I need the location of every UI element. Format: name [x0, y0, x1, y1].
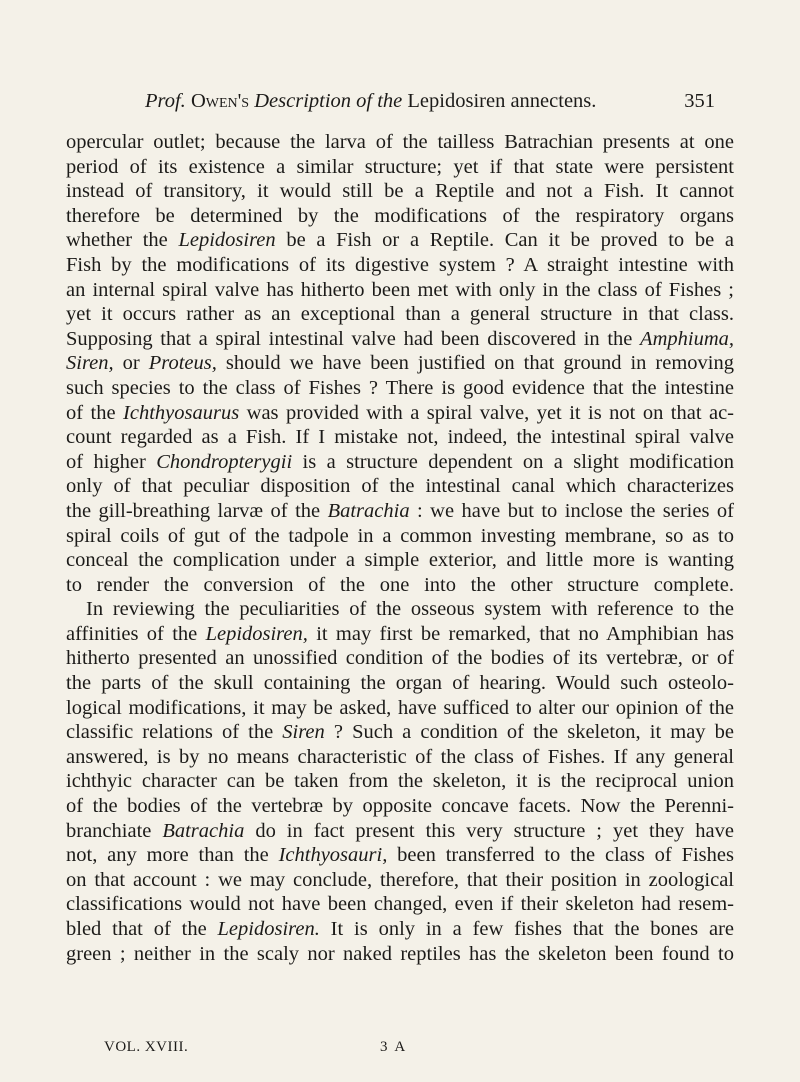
- text-line: [66, 130, 734, 155]
- text-run: logical modifications, it may be asked, have sufficed to alter our opinion of the: [66, 696, 734, 719]
- text-line: [66, 917, 734, 942]
- text-line: [66, 622, 734, 647]
- italic-run: Lepidosiren.: [217, 918, 320, 940]
- italic-run: Ichthyosauri,: [278, 844, 388, 867]
- running-title-description: Description: [254, 90, 352, 112]
- text-run: bled that of the: [66, 918, 218, 940]
- page-footer: [0, 1036, 800, 1058]
- text-run: In reviewing the peculiarities of the osseous system with reference to the: [86, 598, 734, 621]
- running-head: [0, 88, 800, 114]
- text-run: green ; neither in the scaly nor naked reptiles has the skeleton been found to: [66, 942, 734, 965]
- text-run: : we have but to inclose the series of: [409, 499, 734, 522]
- text-line: [66, 278, 734, 303]
- text-line: [66, 794, 734, 819]
- text-run: of the: [66, 401, 124, 424]
- text-run: been transferred to the class of Fishes: [387, 844, 734, 867]
- text-run: the gill-breathing larvæ of the: [66, 499, 328, 522]
- text-run: Fish by the modifications of its digestive system ? A straight intestine with: [66, 253, 734, 276]
- text-run: period of its existence a similar structure; yet if that state were persistent: [66, 155, 734, 178]
- text-line: [66, 671, 734, 696]
- text-run: conceal the complication under a simple exterior, and little more is wanting: [66, 549, 734, 572]
- text-line: [66, 204, 734, 229]
- text-run: do in fact present this very structure ; yet they have: [244, 819, 734, 842]
- text-line: [66, 155, 734, 180]
- body-text: [66, 130, 734, 966]
- text-run: such species to the class of Fishes ? There is good evidence that the intestine: [66, 376, 734, 399]
- text-run: or: [113, 352, 149, 375]
- text-run: Supposing that a spiral intestinal valve had been discovered in the: [66, 327, 641, 350]
- volume-label: VOL. XVIII.: [104, 1039, 189, 1055]
- text-line: [66, 892, 734, 917]
- text-line: [66, 450, 734, 475]
- text-run: an internal spiral valve has hitherto been met with only in the class of Fishes ;: [66, 278, 734, 301]
- text-run: count regarded as a Fish. If I mistake not, indeed, the intestinal spiral valve: [66, 426, 734, 449]
- text-run: be a Fish or a Reptile. Can it be proved to be a: [275, 229, 734, 252]
- text-line: [66, 597, 734, 622]
- text-run: not, any more than the: [66, 844, 279, 867]
- text-run: ? Such a condition of the skeleton, it may be: [324, 721, 734, 744]
- text-line: [66, 769, 734, 794]
- text-line: [66, 696, 734, 721]
- text-line: [66, 327, 734, 352]
- running-title-prof: Prof.: [145, 90, 186, 112]
- text-run: opercular outlet; because the larva of the tailless Batrachian presents at one: [66, 131, 734, 153]
- running-title-of-the: of the: [356, 90, 403, 112]
- text-run: branchiate: [66, 819, 163, 842]
- running-title-subject: Lepidosiren annectens.: [407, 90, 597, 112]
- text-run: to render the conversion of the one into the other structure complete.: [66, 573, 734, 596]
- text-run: the parts of the skull containing the organ of hearing. Would such osteolo-: [66, 672, 734, 695]
- text-run: should we have been justified on that ground in removing: [216, 352, 734, 375]
- text-run: It is only in a few fishes that the bones are: [319, 918, 734, 940]
- text-line: [66, 548, 734, 573]
- signature-mark: 3 A: [380, 1039, 408, 1055]
- text-line: [66, 179, 734, 204]
- running-title: [145, 88, 596, 114]
- text-line: [66, 401, 734, 426]
- text-run: only of that peculiar disposition of the intestinal canal which characterizes: [66, 475, 734, 498]
- text-run: on that account : we may conclude, therefore, that their position in zoological: [66, 868, 734, 891]
- text-line: [66, 720, 734, 745]
- text-run: whether the: [66, 229, 179, 252]
- italic-run: Proteus,: [148, 352, 217, 375]
- text-line: [66, 376, 734, 401]
- text-run: was provided with a spiral valve, yet it is not on that ac-: [239, 401, 734, 424]
- text-line: [66, 745, 734, 770]
- text-line: [66, 942, 734, 967]
- italic-run: Lepidosiren,: [205, 622, 308, 645]
- italic-run: Siren,: [66, 352, 114, 375]
- text-line: [66, 228, 734, 253]
- text-run: of higher: [66, 450, 157, 473]
- text-line: [66, 351, 734, 376]
- text-line: [66, 524, 734, 549]
- italic-run: Batrachia: [327, 499, 410, 522]
- italic-run: Lepidosiren: [178, 229, 276, 252]
- text-line: [66, 253, 734, 278]
- italic-run: Batrachia: [162, 819, 245, 842]
- text-run: of the bodies of the vertebræ by opposite concave facets. Now the Perenni-: [66, 795, 734, 818]
- text-line: [66, 819, 734, 844]
- text-run: classific relations of the: [66, 721, 283, 744]
- text-line: [66, 573, 734, 598]
- text-run: spiral coils of gut of the tadpole in a common investing membrane, so as to: [66, 524, 734, 547]
- italic-run: Siren: [282, 721, 325, 744]
- text-run: therefore be determined by the modifications of the respiratory organs: [66, 204, 734, 227]
- text-line: [66, 843, 734, 868]
- text-run: answered, is by no means characteristic of the class of Fishes. If any general: [66, 745, 734, 768]
- text-line: [66, 302, 734, 327]
- text-run: classifications would not have been changed, even if their skeleton had resem-: [66, 893, 734, 916]
- running-title-author: Owen's: [190, 90, 250, 112]
- text-run: ichthyic character can be taken from the skeleton, it is the reciprocal union: [66, 770, 734, 793]
- text-run: it may first be remarked, that no Amphibian has: [307, 622, 734, 645]
- text-line: [66, 868, 734, 893]
- page-number: 351: [684, 90, 715, 112]
- text-run: hitherto presented an unossified condition of the bodies of its vertebræ, or of: [66, 647, 734, 670]
- italic-run: Chondropterygii: [156, 450, 293, 473]
- italic-run: Ichthyosaurus: [123, 401, 240, 424]
- text-run: yet it occurs rather as an exceptional than a general structure in that class.: [66, 303, 734, 326]
- text-line: [66, 646, 734, 671]
- italic-run: Amphiuma,: [640, 327, 734, 350]
- text-run: is a structure dependent on a slight modification: [292, 450, 734, 473]
- text-line: [66, 425, 734, 450]
- text-line: [66, 474, 734, 499]
- text-line: [66, 499, 734, 524]
- text-run: affinities of the: [66, 622, 206, 645]
- text-run: instead of transitory, it would still be a Reptile and not a Fish. It cannot: [66, 180, 734, 203]
